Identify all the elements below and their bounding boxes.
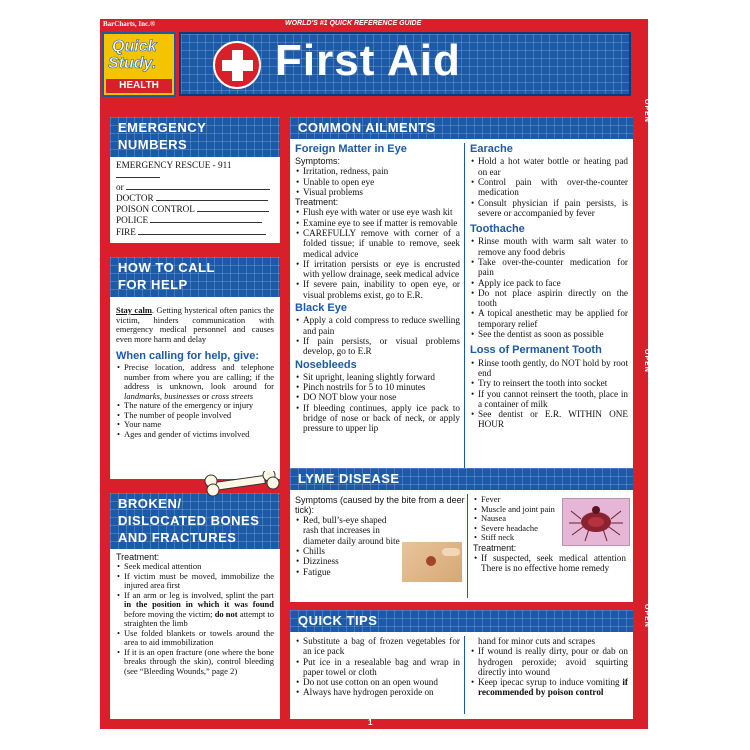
broken-heading-2: DISLOCATED BONES xyxy=(118,513,260,528)
broken-bones-header xyxy=(110,493,280,549)
list-item: • The number of people involved xyxy=(124,411,274,421)
list-item: • A topical anesthetic may be applied for temporary relief xyxy=(478,308,628,329)
how-to-call-header xyxy=(110,257,280,297)
page-number: 1 xyxy=(368,718,373,727)
list-item: • Do not place aspirin directly on the tooth xyxy=(478,288,628,309)
ailments-right-column xyxy=(470,141,628,430)
emergency-heading-2: NUMBERS xyxy=(118,137,188,152)
tagline: WORLD'S #1 QUICK REFERENCE GUIDE xyxy=(285,20,422,27)
tooth-loss-heading: Loss of Permanent Tooth xyxy=(470,344,602,357)
list-item: • Stiff neck xyxy=(481,533,629,543)
page-title: First Aid xyxy=(275,36,461,85)
list-item: • See dentist or E.R. WITHIN ONE HOUR xyxy=(478,409,628,430)
list-item: • The nature of the emergency or injury xyxy=(124,401,274,411)
emergency-row[interactable]: EMERGENCY RESCUE - 911 xyxy=(116,160,274,181)
how-to-call-heading-1: HOW TO CALL xyxy=(118,260,215,275)
lyme-intro: Symptoms (caused by the bite from a deer tick): xyxy=(295,495,465,516)
list-item: • Rinse tooth gently, do NOT hold by root end xyxy=(478,358,628,379)
logo-study: Study. xyxy=(108,55,157,72)
list-item: • Do not use cotton on an open wound xyxy=(303,677,460,687)
list-item: • Dizziness xyxy=(303,556,465,566)
list-item: • If severe pain, inability to open eye, or visual problems exist, go to E.R. xyxy=(303,279,460,300)
list-item: • Visual problems xyxy=(303,187,460,197)
red-cross-icon xyxy=(213,41,261,89)
quickstudy-logo xyxy=(102,32,176,97)
rash-photo xyxy=(402,542,462,582)
emergency-panel xyxy=(110,157,280,243)
treatment-label: Treatment: xyxy=(295,197,339,208)
list-item: • Pinch nostrils for 5 to 10 minutes xyxy=(303,382,460,392)
bone-icon xyxy=(203,471,281,501)
list-item: • If bleeding continues, apply ice pack to bridge of nose or back of neck, or apply pressure to upper lip xyxy=(303,403,460,434)
column-divider xyxy=(464,636,465,714)
list-item: • Muscle and joint pain xyxy=(481,505,629,515)
list-item: • Substitute a bag of frozen vegetables for an ice pack xyxy=(303,636,460,657)
list-item: • Consult physician if pain persists, is severe or accompanied by fever xyxy=(478,198,628,219)
list-item: • Take over-the-counter medication for pain xyxy=(478,257,628,278)
list-item: • If suspected, seek medical attention There is no effective home remedy xyxy=(481,553,626,574)
nosebleeds-heading: Nosebleeds xyxy=(295,358,357,371)
emergency-row[interactable]: POLICE xyxy=(116,215,274,225)
open-tab-3[interactable]: OPEN xyxy=(643,604,650,628)
list-item: • Irritation, redness, pain xyxy=(303,166,460,176)
lyme-disease-panel xyxy=(290,490,633,602)
broken-treatment-label: Treatment: xyxy=(116,552,160,562)
list-item: • Use folded blankets or towels around the area to aid immobilization xyxy=(124,629,274,648)
list-item: • Fatigue xyxy=(303,567,465,577)
emergency-row[interactable]: DOCTOR xyxy=(116,193,274,203)
quick-tips-heading: QUICK TIPS xyxy=(298,613,378,628)
tips-continued: hand for minor cuts and scrapes xyxy=(478,636,596,646)
list-item: • DO NOT blow your nose xyxy=(303,392,460,402)
broken-heading-1: BROKEN/ xyxy=(118,496,182,511)
column-divider xyxy=(467,494,468,598)
list-item: • Ages and gender of victims involved xyxy=(124,430,274,440)
logo-category: HEALTH xyxy=(106,79,172,93)
symptoms-label: Symptoms: xyxy=(295,156,341,167)
list-item: • Keep ipecac syrup to induce vomiting if recommended by poison control xyxy=(478,677,628,698)
tips-right-column xyxy=(470,636,628,698)
list-item: • Nausea xyxy=(481,514,629,524)
emergency-row[interactable]: FIRE xyxy=(116,227,274,237)
emergency-row[interactable]: POISON CONTROL xyxy=(116,204,274,214)
broken-bones-panel xyxy=(110,549,280,719)
list-item: • Unable to open eye xyxy=(303,177,460,187)
list-item: • If you cannot reinsert the tooth, place in a container of milk xyxy=(478,389,628,410)
list-item: • Seek medical attention xyxy=(124,562,274,572)
quick-tips-panel xyxy=(290,632,633,719)
how-to-call-heading-2: FOR HELP xyxy=(118,277,188,292)
ailments-left-column xyxy=(295,141,460,434)
how-to-call-panel xyxy=(110,297,280,479)
logo-quick: Quick xyxy=(112,38,157,55)
list-item: • Your name xyxy=(124,420,274,430)
tick-icon xyxy=(563,499,629,545)
list-item: • If it is an open fracture (one where the bone breaks through the skin), control bleeding (see “Bleeding Wounds,” page 2) xyxy=(124,648,274,677)
list-item: • Examine eye to see if matter is removable xyxy=(303,218,460,228)
when-calling-subheading: When calling for help, give: xyxy=(116,350,260,363)
list-item: • If irritation persists or eye is encrusted with yellow drainage, seek medical advice xyxy=(303,259,460,280)
broken-heading-3: AND FRACTURES xyxy=(118,530,237,545)
quick-tips-header xyxy=(290,610,633,632)
list-item: • CAREFULLY remove with corner of a folded tissue; if unable to remove, seek medical advice xyxy=(303,228,460,259)
emergency-heading-1: EMERGENCY xyxy=(118,120,207,135)
common-ailments-panel xyxy=(290,139,633,479)
list-item: • Hold a hot water bottle or heating pad on ear xyxy=(478,156,628,177)
list-item: • Red, bull’s-eye shaped rash that increases in diameter daily around bite xyxy=(303,515,403,546)
list-item: • Apply ice pack to face xyxy=(478,278,628,288)
foreign-matter-heading: Foreign Matter in Eye xyxy=(295,143,407,155)
list-item: • Sit upright, leaning slightly forward xyxy=(303,372,460,382)
toothache-heading: Toothache xyxy=(470,223,525,236)
stay-calm-text: Stay calm. Getting hysterical often panics the victim, hinders communication with emergency medical personnel and causes even more harm and delay xyxy=(116,305,274,344)
list-item: • Flush eye with water or use eye wash kit xyxy=(303,207,460,217)
open-tab-2[interactable]: OPEN xyxy=(643,349,650,373)
list-item: • Control pain with over-the-counter medication xyxy=(478,177,628,198)
list-item: • Always have hydrogen peroxide on xyxy=(303,687,460,697)
list-item: • Fever xyxy=(481,495,629,505)
list-item: • If pain persists, or visual problems develop, go to E.R xyxy=(303,336,460,357)
black-eye-heading: Black Eye xyxy=(295,302,347,315)
list-item: • Put ice in a resealable bag and wrap in paper towel or cloth xyxy=(303,657,460,678)
column-divider xyxy=(464,143,465,475)
common-ailments-header xyxy=(290,117,633,139)
list-item: • Rinse mouth with warm salt water to remove any food debris xyxy=(478,236,628,257)
title-banner xyxy=(179,32,631,96)
open-tab-1[interactable]: OPEN xyxy=(643,99,650,123)
tick-photo xyxy=(562,498,630,546)
tips-left-column xyxy=(295,636,460,698)
common-ailments-heading: COMMON AILMENTS xyxy=(298,120,436,135)
list-item: • Chills xyxy=(303,546,465,556)
publisher: BarCharts, Inc.® xyxy=(103,20,156,28)
list-item: • Try to reinsert the tooth into socket xyxy=(478,378,628,388)
emergency-header xyxy=(110,117,280,157)
list-item: • If an arm or leg is involved, splint the part in the position in which it was found before moving the victim; do not attempt to straighten the limb xyxy=(124,591,274,629)
list-item: • If wound is really dirty, pour or dab on hydrogen peroxide; avoid squirting directly into wound xyxy=(478,646,628,677)
list-item: • Apply a cold compress to reduce swelling and pain xyxy=(303,315,460,336)
lyme-disease-heading: LYME DISEASE xyxy=(298,471,400,486)
lyme-disease-header xyxy=(290,468,633,490)
earache-heading: Earache xyxy=(470,143,513,155)
list-item: • Precise location, address and telephone number from where you are calling; if the address is unknown, look around for landmarks, businesses or cross streets xyxy=(124,363,274,401)
reference-card xyxy=(100,19,648,729)
list-item: • See the dentist as soon as possible xyxy=(478,329,628,339)
emergency-row[interactable]: or xyxy=(116,182,274,192)
lyme-treatment-label: Treatment: xyxy=(473,542,517,553)
list-item: • If victim must be moved, immobilize the injured area first xyxy=(124,572,274,591)
list-item: • Severe headache xyxy=(481,524,629,534)
